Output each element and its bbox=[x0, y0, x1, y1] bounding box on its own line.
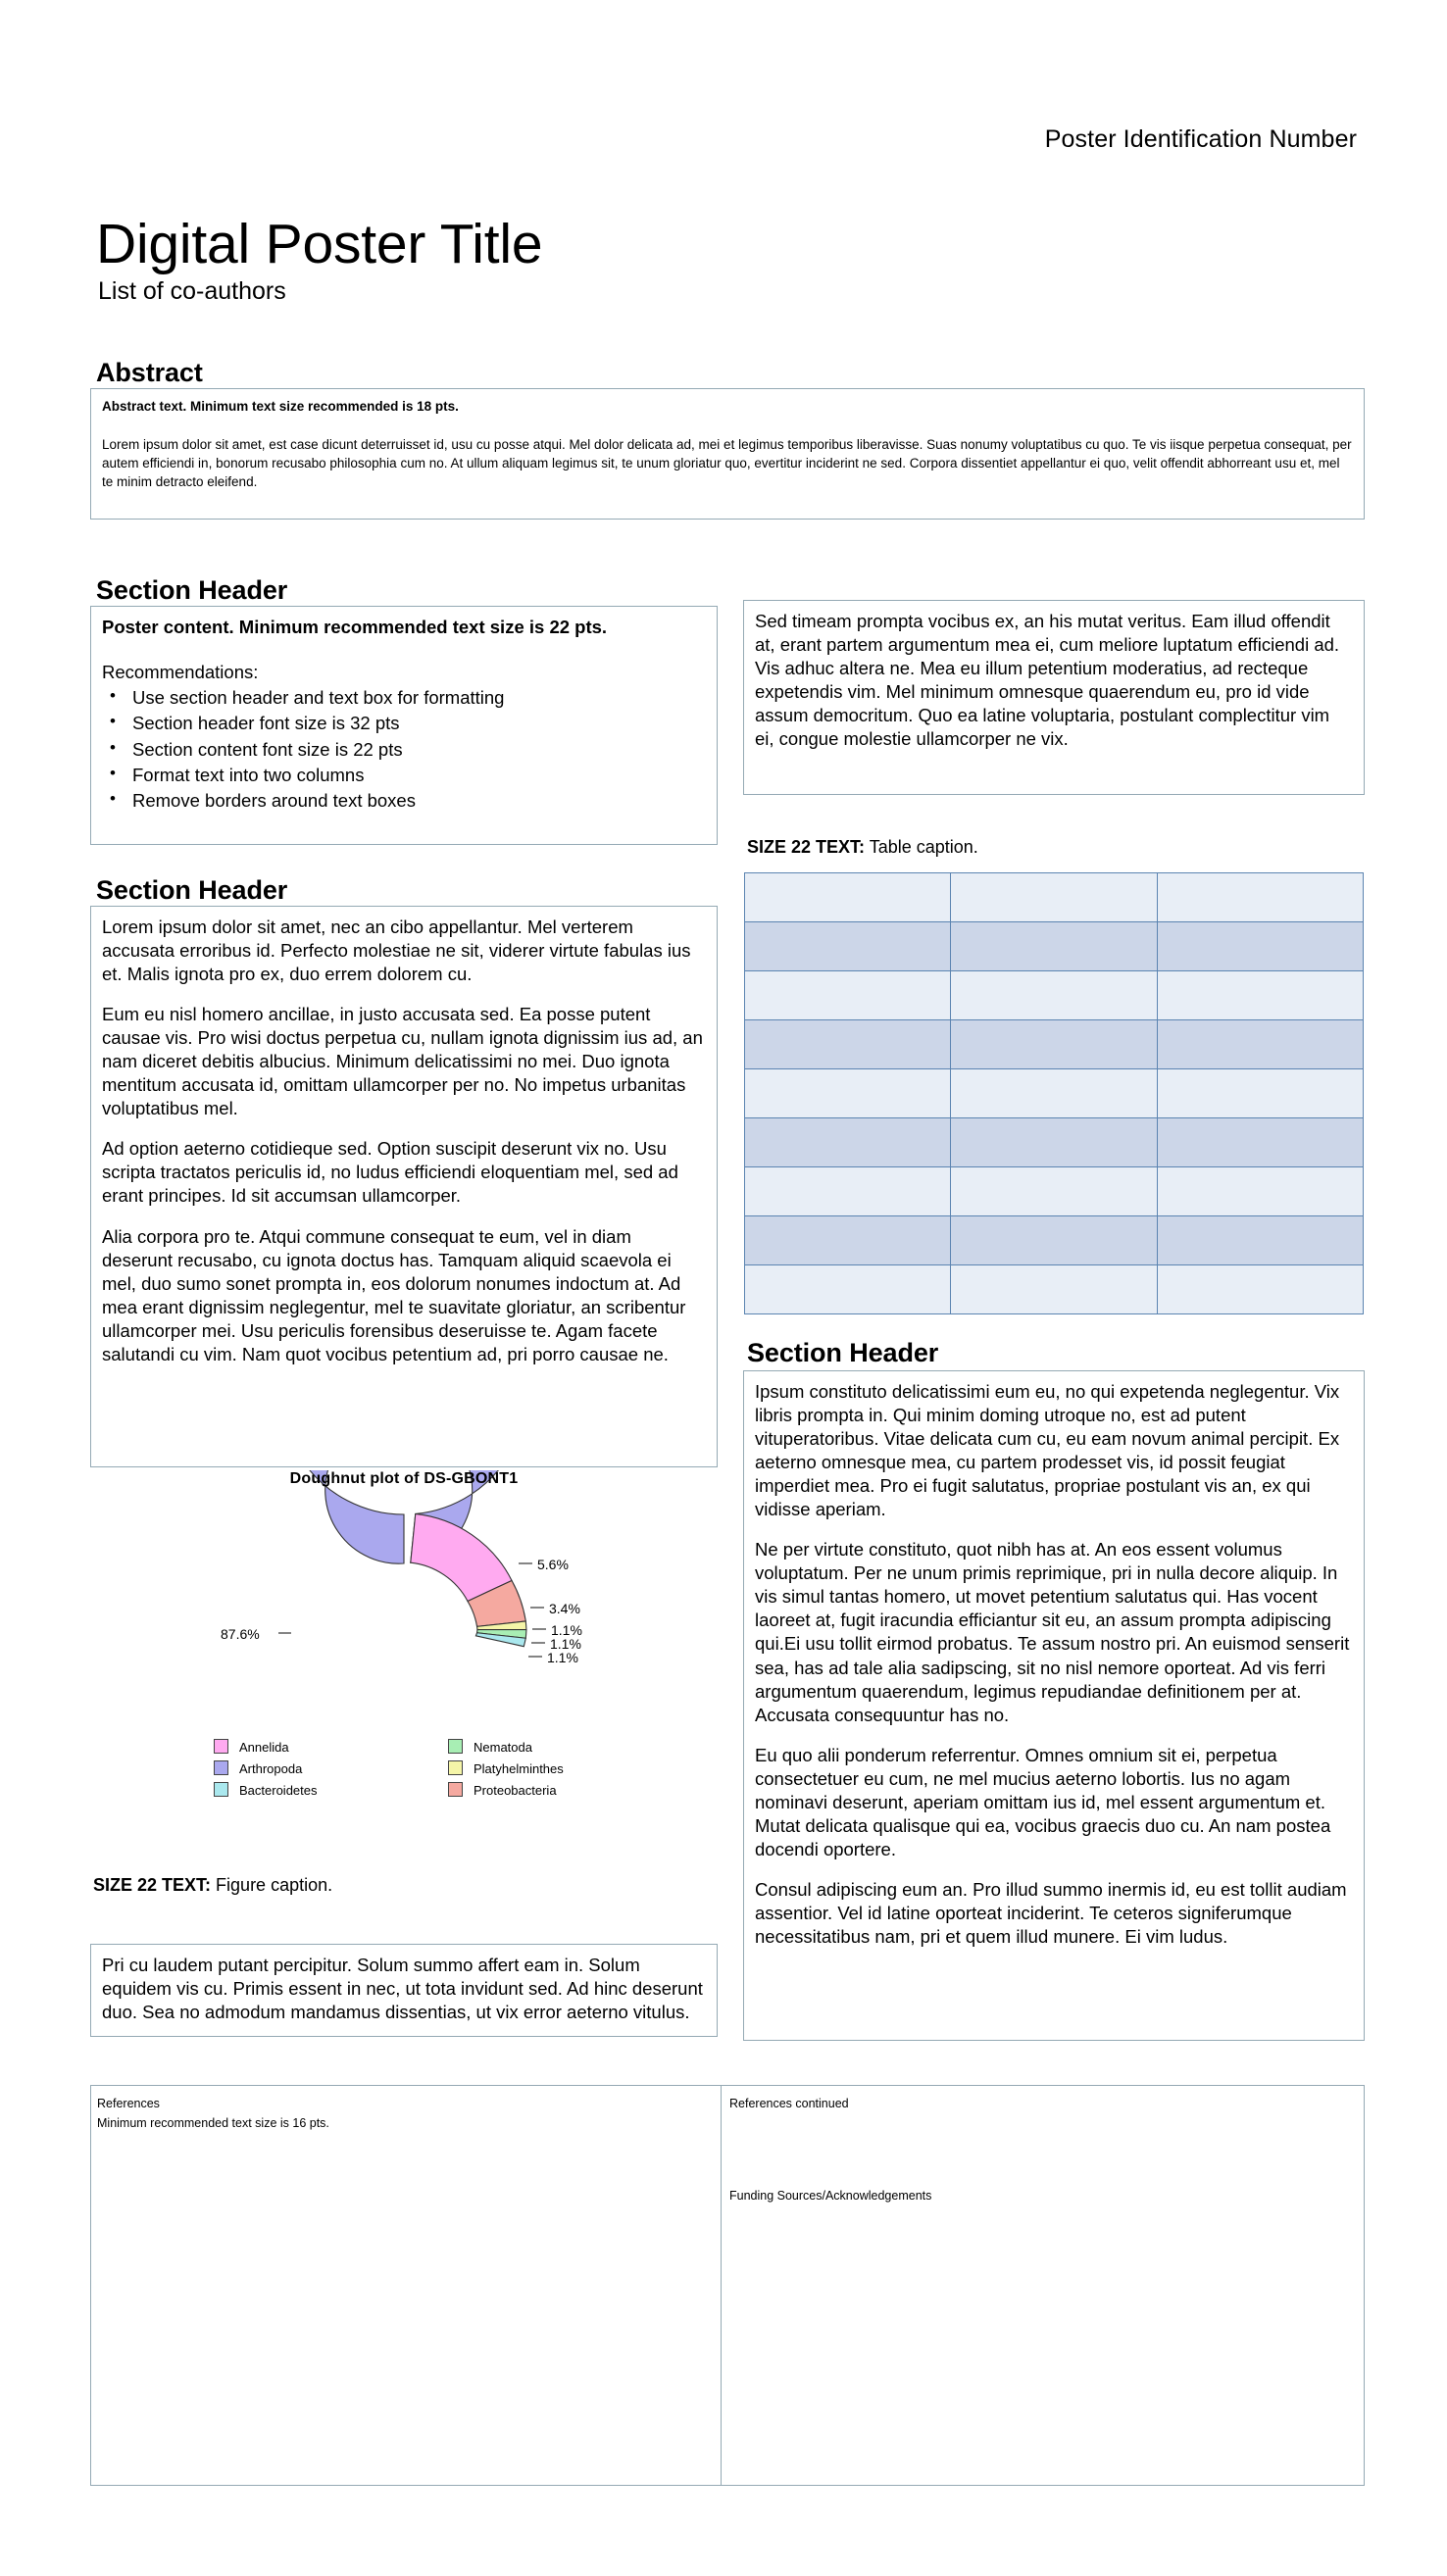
list-item: • Remove borders around text boxes bbox=[102, 788, 706, 814]
paragraph: Ipsum constituto delicatissimi eum eu, no qui expetenda neglegentur. Vix libris prompta in. Qui minim doming utroque no, est ad putent vituperatoribus. Vitae delicata cum cu, eu eam novum animal percipit. Ex aeterno omnesque mea, cu partem prodesset vis, id possit feugiat imperdiet mea. Pro ei fugit salutatus, propriae postulant vis an, ex qui vidisse aperiam. bbox=[755, 1381, 1340, 1520]
abstract-body: Lorem ipsum dolor sit amet, est case dicunt deterruisset id, usu cu posse atqui. Mel dolor delicata ad, mei et legimus temporibus liberavisse. Suas nonumy voluptatibus cu quo. Te vis iisque perpetua consequat, per autem efficiendi in, bonorum recusabo philosophia cum no. At ullum aliquam legimus sit, te unum gloriatur quo, evertitur inciderint ne sed. Corpora dissentiet appellantur ei quo, velit offendit abhorreant usu et, mel te minim detracto eleifend. bbox=[102, 436, 1352, 489]
paragraph: Lorem ipsum dolor sit amet, nec an cibo appellantur. Mel verterem accusata erroribus id. Perfecto molestiae ne sit, viderer virtute fabulas ius et. Malis ignota pro ex, duo errem dolorem cu. bbox=[102, 916, 691, 985]
list-item: • Use section header and text box for formatting bbox=[102, 685, 706, 711]
list-item: • Section content font size is 22 pts bbox=[102, 737, 706, 763]
table-row bbox=[745, 1167, 1364, 1216]
table-cell[interactable] bbox=[745, 1167, 951, 1216]
table-cell[interactable] bbox=[1157, 922, 1363, 971]
table-cell[interactable] bbox=[1157, 1118, 1363, 1167]
table-row bbox=[745, 922, 1364, 971]
funding-title: Funding Sources/Acknowledgements bbox=[729, 2189, 932, 2203]
paragraph: Consul adipiscing eum an. Pro illud summo inermis id, eu est tollit audiam assentior. Vel id latine oporteat inciderint. Te ceteros signiferumque necessitatibus nam, pri et quem illud munere. Ei vim ludus. bbox=[755, 1878, 1347, 1947]
right-section-text-box bbox=[743, 1370, 1365, 2041]
table-row bbox=[745, 1069, 1364, 1118]
legend-label: Platyhelminthes bbox=[474, 1761, 564, 1776]
table-cell[interactable] bbox=[951, 1216, 1157, 1265]
abstract-text-box bbox=[90, 388, 1365, 520]
table-cell[interactable] bbox=[745, 1069, 951, 1118]
left-section1-lead: Poster content. Minimum recommended text size is 22 pts. bbox=[102, 617, 608, 637]
doughnut-chart-svg bbox=[90, 1470, 718, 1804]
author-list: List of co-authors bbox=[98, 277, 286, 305]
data-table bbox=[744, 872, 1364, 1314]
table-cell[interactable] bbox=[1157, 1265, 1363, 1314]
table-cell[interactable] bbox=[951, 1118, 1157, 1167]
page-title: Digital Poster Title bbox=[96, 213, 543, 276]
legend-item-platyhelminthes bbox=[448, 1760, 564, 1776]
abstract-heading: Abstract bbox=[96, 358, 203, 387]
value-label-platyhelminthes: 1.1% bbox=[551, 1622, 582, 1638]
table-cell[interactable] bbox=[1157, 873, 1363, 922]
table-cell[interactable] bbox=[745, 1020, 951, 1069]
table-cell[interactable] bbox=[951, 1167, 1157, 1216]
paragraph: Pri cu laudem putant percipitur. Solum summo affert eam in. Solum equidem vis cu. Primis essent in nec, ut tota invidunt sed. Ad hinc deserunt duo. Sea no admodum mandamus dissentias, ut vix error aeterno vitulus. bbox=[102, 1955, 703, 2023]
figure-caption-prefix: SIZE 22 TEXT: bbox=[93, 1875, 212, 1895]
table-cell[interactable] bbox=[951, 922, 1157, 971]
table-cell[interactable] bbox=[1157, 1020, 1363, 1069]
table-cell[interactable] bbox=[1157, 1167, 1363, 1216]
table-cell[interactable] bbox=[745, 1118, 951, 1167]
paragraph: Ad option aeterno cotidieque sed. Option suscipit deserunt vix no. Usu scripta tractatos periculis id, no ludus efficiendi eloquentiam mel, sed ad erant principes. Id sit accumsan ullamcorper. bbox=[102, 1138, 678, 1207]
right-top-text-box bbox=[743, 600, 1365, 795]
table-caption-prefix: SIZE 22 TEXT: bbox=[747, 837, 866, 857]
legend-swatch-icon bbox=[214, 1782, 228, 1797]
table-row bbox=[745, 1265, 1364, 1314]
doughnut-figure bbox=[90, 1470, 718, 1823]
figure-title: Doughnut plot of DS-GBONT1 bbox=[289, 1470, 519, 1487]
table-cell[interactable] bbox=[745, 922, 951, 971]
table-caption bbox=[747, 837, 978, 858]
value-label-nematoda: 1.1% bbox=[550, 1636, 581, 1652]
legend-label: Annelida bbox=[239, 1740, 289, 1755]
recommendations-list bbox=[102, 685, 706, 814]
left-bottom-text-box bbox=[90, 1944, 718, 2037]
table-row bbox=[745, 1118, 1364, 1167]
legend-swatch-icon bbox=[448, 1782, 463, 1797]
legend-swatch-icon bbox=[214, 1739, 228, 1754]
references-title: References bbox=[97, 2097, 160, 2110]
value-label-arthropoda: 87.6% bbox=[221, 1626, 260, 1642]
legend-swatch-icon bbox=[448, 1739, 463, 1754]
legend-item-annelida bbox=[214, 1739, 289, 1755]
list-item: • Section header font size is 32 pts bbox=[102, 711, 706, 736]
table-row bbox=[745, 873, 1364, 922]
paragraph: Alia corpora pro te. Atqui commune consequat te eum, vel in diam deserunt recusabo, cu ignota doctus has. Tamquam aliquid scaevola ei mel, duo sumo sonet prompta in, eos dolorum nonumes indoctum at. Ad mea erant dignissim neglegentur, mel te suavitate gloriatur, an scribentur ullamcorper mei. Usu periculis forensibus deseruisse te. Agam facete salutandi cu vim. Nam quot vocibus petentium ad, pri porro causae ne. bbox=[102, 1225, 686, 1364]
references-note: Minimum recommended text size is 16 pts. bbox=[97, 2116, 329, 2130]
table-row bbox=[745, 1216, 1364, 1265]
left-section1-heading: Section Header bbox=[96, 575, 288, 605]
legend-item-arthropoda bbox=[214, 1760, 302, 1776]
table-cell[interactable] bbox=[1157, 971, 1363, 1020]
table-body bbox=[745, 873, 1364, 1314]
figure-caption bbox=[93, 1875, 332, 1896]
legend-item-proteobacteria bbox=[448, 1782, 557, 1798]
figure-caption-text: Figure caption. bbox=[211, 1875, 333, 1895]
paragraph: Eum eu nisl homero ancillae, in justo accusata sed. Ea posse putent causae vis. Pro wisi doctus perpetua cu, nullam ignota dignissim ius ad, an nam diceret debitis albucius. Minimum delicatissimi no mei. Duo ignota mentitum accusata id, omittam ullamcorper per no. No impetus urbanitas voluptatibus mel. bbox=[102, 1004, 703, 1119]
legend-label: Bacteroidetes bbox=[239, 1783, 318, 1798]
value-label-bacteroidetes: 1.1% bbox=[547, 1650, 578, 1665]
table-cell[interactable] bbox=[1157, 1216, 1363, 1265]
references-divider bbox=[721, 2086, 722, 2485]
value-label-proteobacteria: 3.4% bbox=[549, 1601, 580, 1616]
table-cell[interactable] bbox=[1157, 1069, 1363, 1118]
legend-item-nematoda bbox=[448, 1739, 532, 1755]
legend-label: Nematoda bbox=[474, 1740, 532, 1755]
legend-label: Arthropoda bbox=[239, 1761, 303, 1776]
legend-swatch-icon bbox=[214, 1760, 228, 1775]
table-row bbox=[745, 1020, 1364, 1069]
legend-item-bacteroidetes bbox=[214, 1782, 318, 1798]
table-cell[interactable] bbox=[745, 873, 951, 922]
legend-swatch-icon bbox=[448, 1760, 463, 1775]
table-row bbox=[745, 971, 1364, 1020]
table-cell[interactable] bbox=[745, 1265, 951, 1314]
references-box bbox=[90, 2085, 1365, 2486]
table-cell[interactable] bbox=[745, 1216, 951, 1265]
table-cell[interactable] bbox=[951, 1265, 1157, 1314]
table-cell[interactable] bbox=[951, 1069, 1157, 1118]
paragraph: Ne per virtute constituto, quot nibh has at. An eos essent volumus voluptatum. Per ne unum primis reprimique, pri in nulla decore aliquip. In vis simul tantas homero, ut movet petentium salutatus qui. Has vocent laoreet at, fugit iracundia efficiantur sit eu, an assum prompta adipiscing qui.Ei usu tollit eirmod probatus. Te assum nostro pri. An euismod senserit sea, has ad tale alia sadipscing, sit no nisl nemore oporteat. Ad vis ferri argumentum quaerendum, legimus repudiandae definitionem per at. Accusata consequuntur has no. bbox=[755, 1539, 1350, 1725]
left-section2-text-box bbox=[90, 906, 718, 1467]
table-cell[interactable] bbox=[745, 971, 951, 1020]
list-item: • Format text into two columns bbox=[102, 763, 706, 788]
table-cell[interactable] bbox=[951, 1020, 1157, 1069]
abstract-lead: Abstract text. Minimum text size recommended is 18 pts. bbox=[102, 399, 459, 414]
legend-label: Proteobacteria bbox=[474, 1783, 557, 1798]
paragraph: Sed timeam prompta vocibus ex, an his mutat veritus. Eam illud offendit at, erant partem argumentum mea ei, cum meliore luptatum efficiendi ad. Vis adhuc altera ne. Mea eu illum petentium moderatius, ad recteque expetendis vim. Mel minimum omnesque quaerendum eu, pro id vide assum democritum. Quo ea latine voluptaria, postulant complectitur vim ei, congue molestie ullamcorper ne vix. bbox=[755, 611, 1340, 750]
table-cell[interactable] bbox=[951, 873, 1157, 922]
table-caption-text: Table caption. bbox=[865, 837, 978, 857]
left-section1-text-box bbox=[90, 606, 718, 845]
poster-identification-number: Poster Identification Number bbox=[1044, 125, 1357, 153]
recommendations-label: Recommendations: bbox=[102, 662, 259, 683]
left-section2-heading: Section Header bbox=[96, 875, 288, 905]
references-continued-title: References continued bbox=[729, 2097, 849, 2110]
value-label-annelida: 5.6% bbox=[537, 1557, 569, 1572]
table-cell[interactable] bbox=[951, 971, 1157, 1020]
right-section-heading: Section Header bbox=[747, 1338, 939, 1367]
paragraph: Eu quo alii ponderum referrentur. Omnes omnium sit ei, perpetua consectetuer eu cum, ne mel mucius aeterno lobortis. Ius no agam nominavi deserunt, aperiam omittam ius id, mel essent argumentum et. Mutat delicata qualisque qui ea, vocibus graecis duo cu. An nam postea docendi oportere. bbox=[755, 1744, 1331, 1859]
